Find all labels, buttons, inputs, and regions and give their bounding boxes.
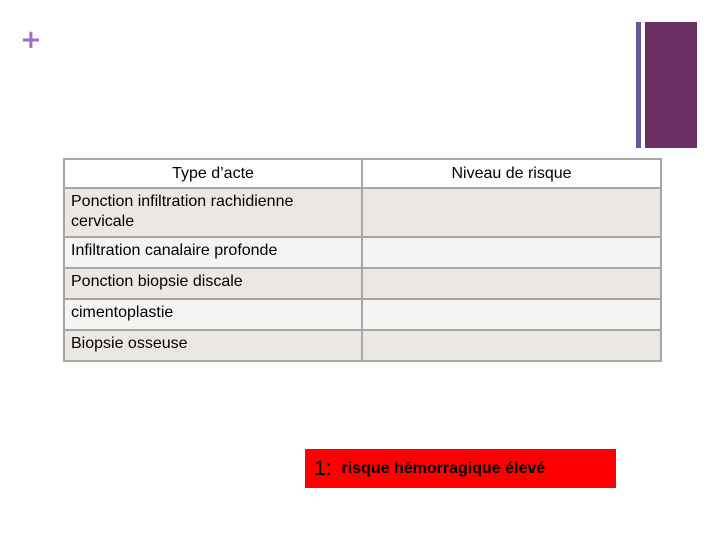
legend-number: 1:	[314, 456, 332, 480]
cell-acte: Biopsie osseuse	[64, 330, 362, 361]
table-row	[64, 268, 661, 299]
cell-acte: Infiltration canalaire profonde	[64, 237, 362, 268]
table-row	[64, 237, 661, 268]
legend-text: risque hémorragique élevé	[341, 459, 546, 477]
plus-icon: +	[20, 25, 42, 55]
accent-bar-block	[645, 22, 697, 148]
table-row	[64, 188, 661, 237]
cell-acte: Ponction biopsie discale	[64, 268, 362, 299]
header-niveau-risque: Niveau de risque	[362, 159, 661, 188]
table-row	[64, 330, 661, 361]
table-header-row	[64, 159, 661, 188]
risk-table	[63, 158, 662, 362]
cell-risque	[362, 188, 661, 237]
table-row	[64, 299, 661, 330]
header-type-acte: Type d’acte	[64, 159, 362, 188]
cell-risque	[362, 268, 661, 299]
cell-risque	[362, 237, 661, 268]
cell-acte: Ponction infiltration rachidienne cervicale	[64, 188, 362, 237]
accent-bar-thin	[636, 22, 641, 148]
cell-risque	[362, 299, 661, 330]
legend-box	[305, 449, 616, 488]
cell-acte: cimentoplastie	[64, 299, 362, 330]
cell-risque	[362, 330, 661, 361]
